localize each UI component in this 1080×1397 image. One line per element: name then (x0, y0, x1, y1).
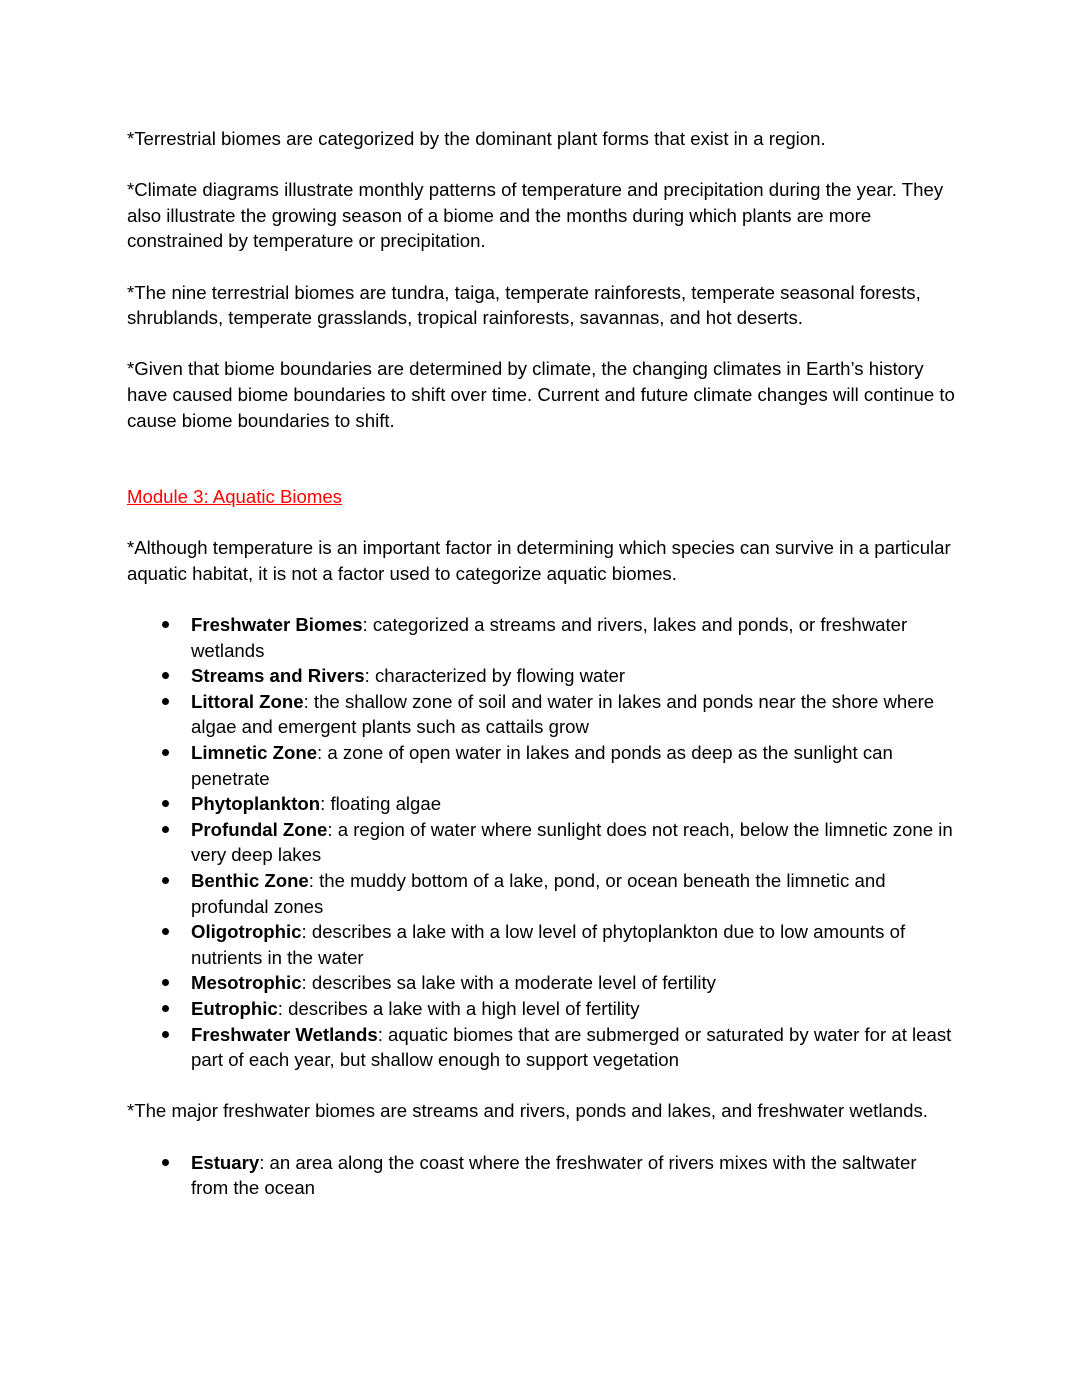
list-item (191, 1150, 957, 1201)
term-label: Profundal Zone (191, 818, 328, 840)
freshwater-terms-list (127, 612, 957, 1073)
list-item (191, 1022, 957, 1073)
bullet-icon (162, 621, 169, 628)
list-item (191, 740, 957, 791)
bullet-icon (162, 749, 169, 756)
bullet-icon (162, 1159, 169, 1166)
term-definition: : floating algae (320, 793, 442, 815)
list-item (191, 919, 957, 970)
document-page (127, 126, 957, 1226)
paragraph-climate-diagrams: *Climate diagrams illustrate monthly patterns of temperature and precipitation during the year. They also illustrate the growing season of a biome and the months during which plants are more constrained by temperature or precipitation. (127, 179, 944, 252)
list-item (191, 689, 957, 740)
term-definition: : characterized by flowing water (364, 665, 626, 687)
list-item (191, 868, 957, 919)
paragraph-terrestrial-categorized: *Terrestrial biomes are categorized by the dominant plant forms that exist in a region. (127, 128, 826, 149)
bullet-icon (162, 826, 169, 833)
bullet-icon (162, 800, 169, 807)
term-label: Limnetic Zone (191, 742, 318, 764)
term-definition: : a region of water where sunlight does not reach, below the limnetic zone in very deep lakes (191, 818, 953, 866)
estuary-terms-list (127, 1150, 957, 1201)
module-heading-link[interactable]: Module 3: Aquatic Biomes (127, 486, 342, 508)
term-label: Mesotrophic (191, 972, 302, 994)
term-definition: : describes a lake with a low level of phytoplankton due to low amounts of nutrients in the water (191, 921, 906, 968)
term-label: Streams and Rivers (191, 665, 365, 687)
term-definition: : describes sa lake with a moderate level of fertility (301, 972, 716, 994)
bullet-icon (162, 698, 169, 705)
list-item (191, 970, 957, 996)
term-label: Estuary (191, 1151, 260, 1173)
paragraph-nine-biomes: *The nine terrestrial biomes are tundra, taiga, temperate rainforests, temperate seasonal forests, shrublands, temperate grasslands, tropical rainforests, savannas, and hot deserts. (127, 281, 921, 329)
list-item (191, 791, 957, 817)
term-label: Littoral Zone (191, 690, 304, 712)
paragraph-major-freshwater: *The major freshwater biomes are streams and rivers, ponds and lakes, and freshwater wetlands. (127, 1100, 928, 1122)
term-definition: : a zone of open water in lakes and ponds as deep as the sunlight can penetrate (191, 742, 893, 789)
bullet-icon (162, 928, 169, 935)
term-definition: : an area along the coast where the freshwater of rivers mixes with the saltwater from the ocean (191, 1151, 917, 1199)
paragraph-aquatic-intro: *Although temperature is an important factor in determining which species can survive in a particular aquatic habitat, it is not a factor used to categorize aquatic biomes. (127, 537, 951, 584)
term-label: Freshwater Biomes (191, 614, 363, 636)
paragraph-biome-boundaries: *Given that biome boundaries are determined by climate, the changing climates in Earth’s history have caused biome boundaries to shift over time. Current and future climate changes will continue to cause biome boundaries to shift. (127, 358, 955, 431)
list-item (191, 663, 957, 689)
term-label: Oligotrophic (191, 921, 302, 943)
bullet-icon (162, 1005, 169, 1012)
bullet-icon (162, 1031, 169, 1038)
term-label: Benthic Zone (191, 870, 309, 892)
list-item (191, 996, 957, 1022)
bullet-icon (162, 877, 169, 884)
term-definition: : the muddy bottom of a lake, pond, or ocean beneath the limnetic and profundal zones (191, 870, 886, 917)
term-label: Freshwater Wetlands (191, 1023, 378, 1045)
term-definition: : categorized a streams and rivers, lakes and ponds, or freshwater wetlands (191, 614, 908, 661)
term-label: Phytoplankton (191, 793, 321, 815)
list-item (191, 612, 957, 663)
term-definition: : describes a lake with a high level of fertility (277, 998, 640, 1019)
list-item (191, 817, 957, 868)
bullet-icon (162, 672, 169, 679)
term-definition: : aquatic biomes that are submerged or saturated by water for at least part of each year, but shallow enough to support vegetation (191, 1023, 952, 1071)
bullet-icon (162, 979, 169, 986)
term-label: Eutrophic (191, 998, 278, 1019)
term-definition: : the shallow zone of soil and water in lakes and ponds near the shore where algae and emergent plants such as cattails grow (191, 690, 935, 738)
